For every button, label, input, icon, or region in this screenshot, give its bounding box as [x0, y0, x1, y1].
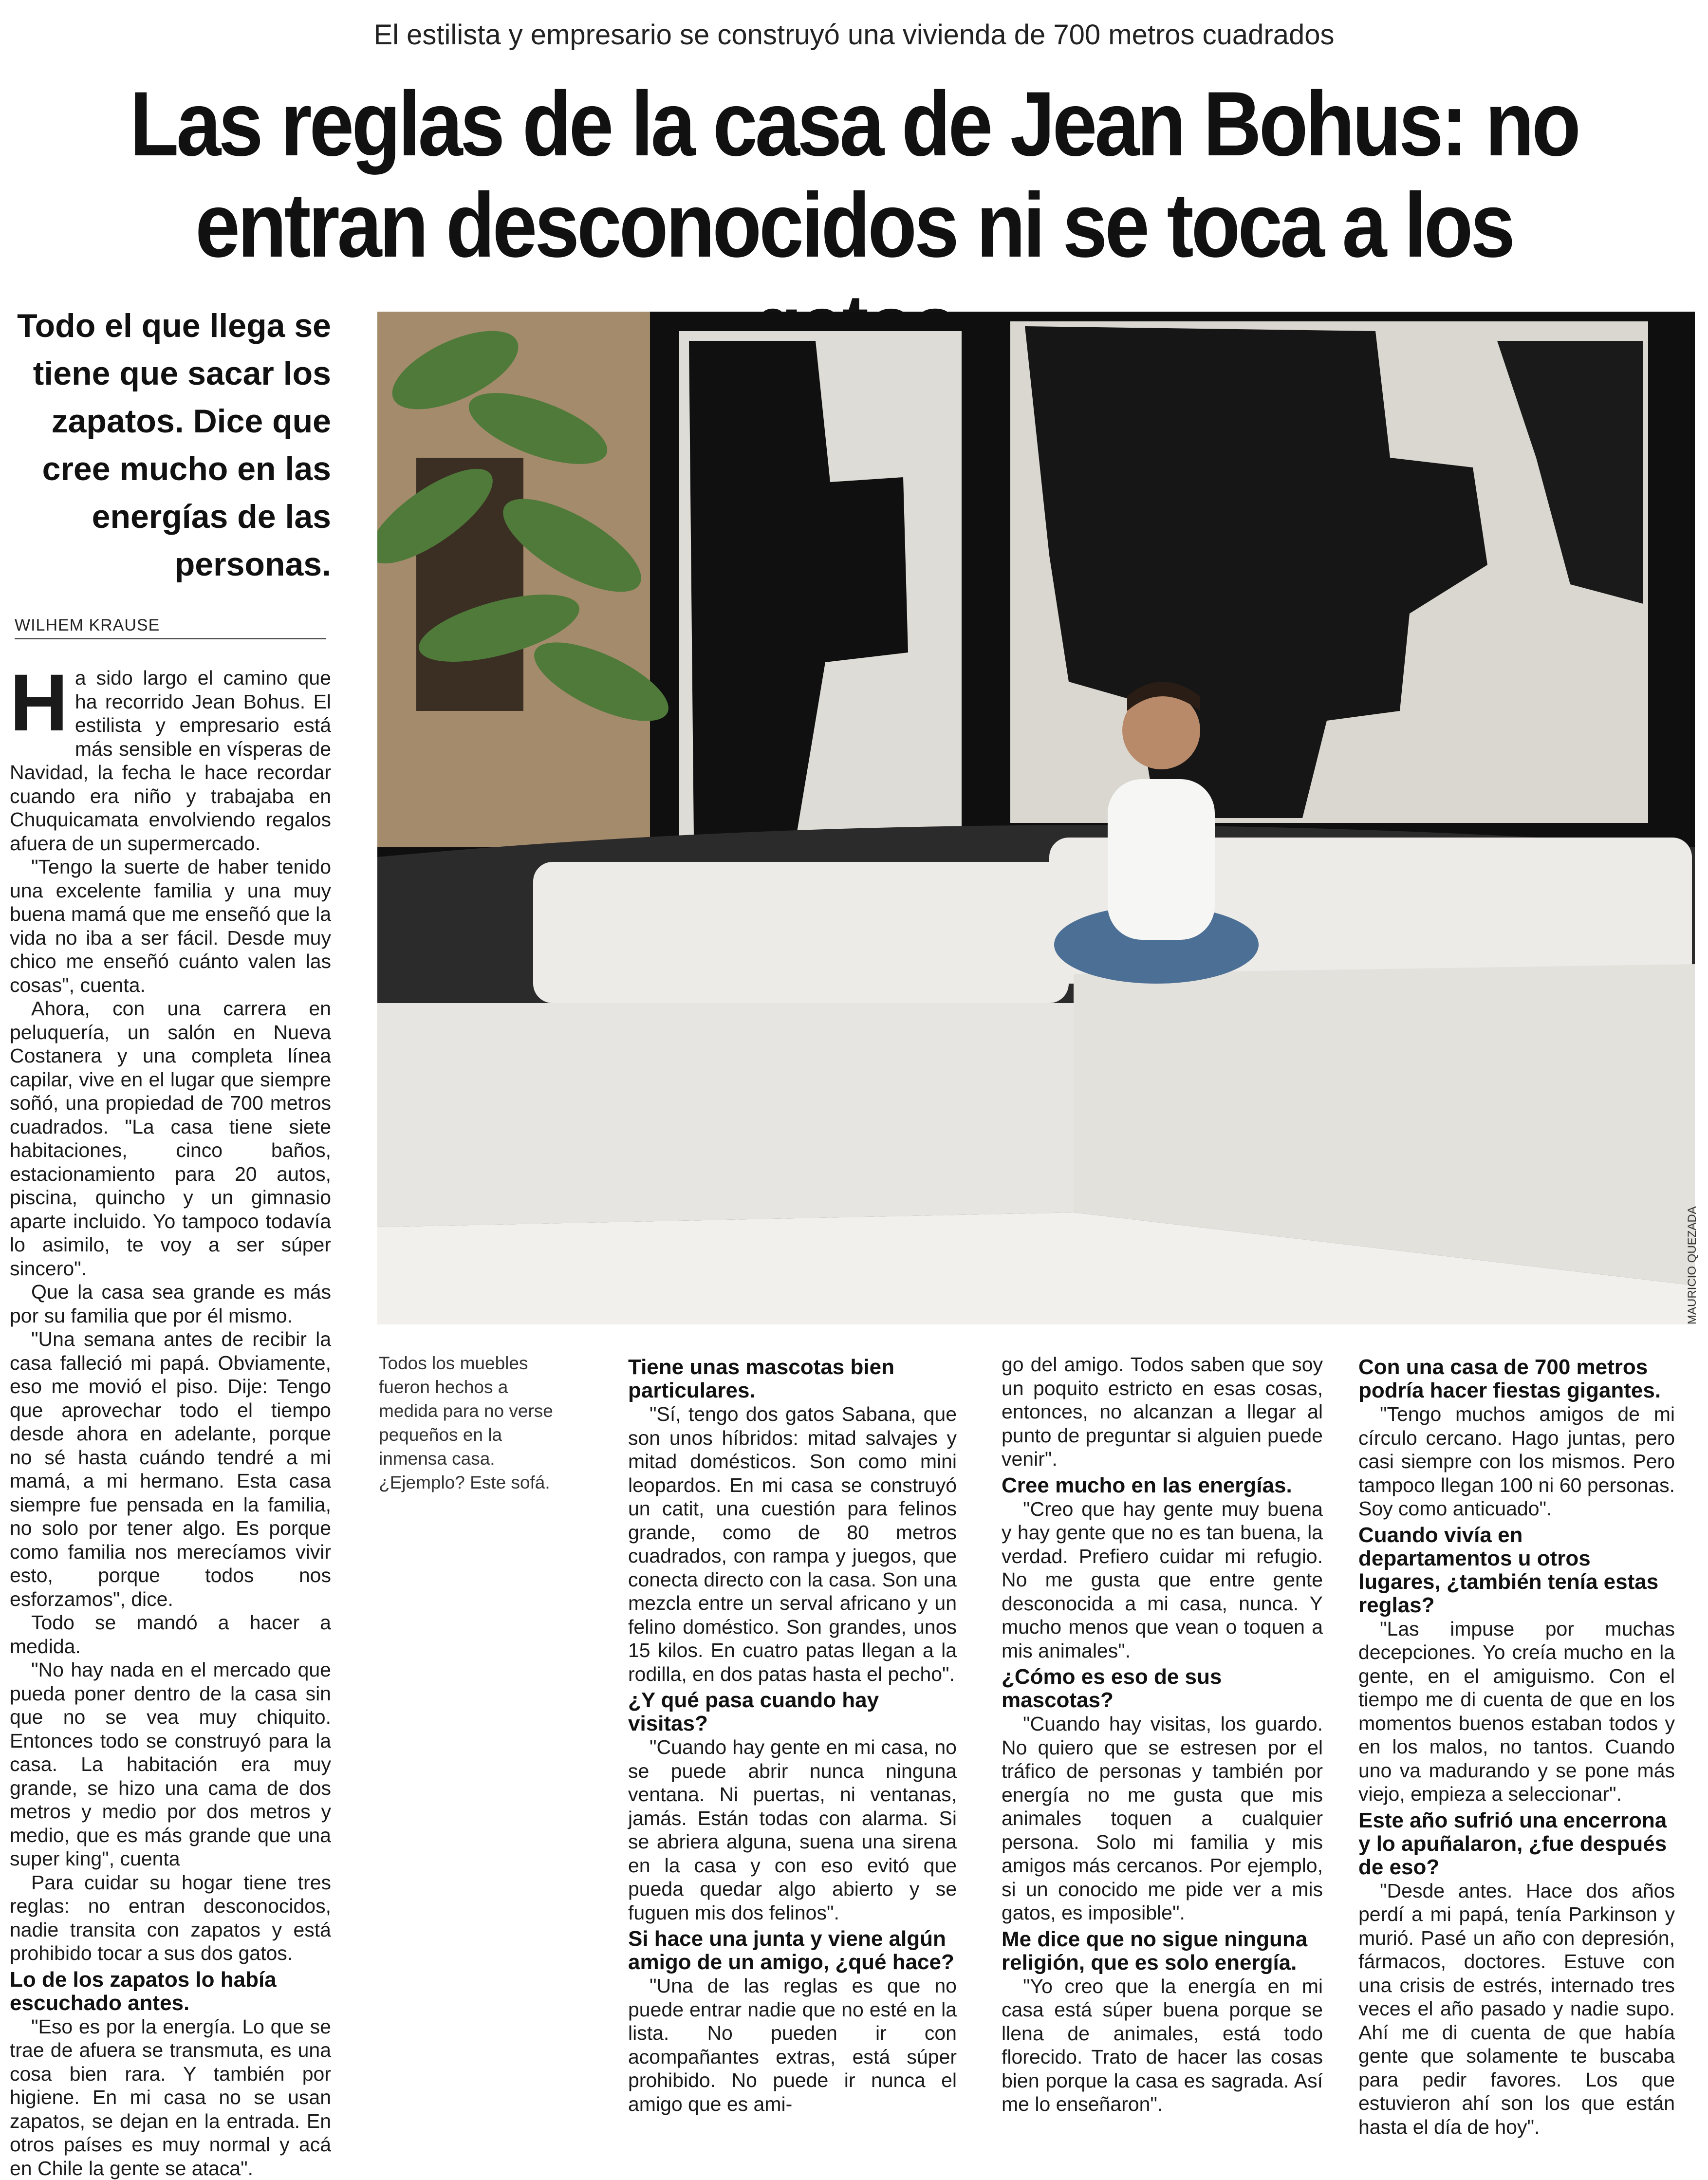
- paragraph: "No hay nada en el mercado que pueda poner dentro de la casa sin que no se vea muy chiquito. Entonces todo se construyó para la casa. La habitación era muy grande, se hizo una cama de dos metros y medio por dos metros y medio, que es más grande que una super king", cuenta: [10, 1658, 331, 1871]
- question-heading: Si hace una junta y viene algún amigo de un amigo, ¿qué hace?: [628, 1927, 957, 1974]
- paragraph: go del amigo. Todos saben que soy un poquito estricto en esas cosas, entonces, no alcanzan a llegar al punto de preguntar si alguien puede venir".: [1002, 1353, 1323, 1471]
- paragraph: Para cuidar su hogar tiene tres reglas: no entran desconocidos, nadie transita con zapatos y está prohibido tocar a sus dos gatos.: [10, 1871, 331, 1965]
- paragraph: Todo se mandó a hacer a medida.: [10, 1611, 331, 1658]
- question-heading: Este año sufrió una encerrona y lo apuñalaron, ¿fue después de eso?: [1358, 1809, 1675, 1879]
- question-heading: Cuando vivía en departamentos u otros lugares, ¿también tenía estas reglas?: [1358, 1524, 1675, 1617]
- headline-line-1: Las reglas de la casa de Jean Bohus: no: [128, 73, 1579, 174]
- column-1: [10, 666, 331, 2180]
- article-photo: [377, 312, 1695, 1324]
- paragraph: "Cuando hay visitas, los guardo. No quiero que se estresen por el tráfico de personas y también por energía no me gusta que mis animales toquen a cualquier persona. Solo mi familia y mis amigos más cercanos. Por ejemplo, si un conocido me pide ver a mis gatos, es imposible".: [1002, 1712, 1323, 1925]
- paragraph: "Eso es por la energía. Lo que se trae de afuera se transmuta, es una cosa bien rara. Y también por higiene. En mi casa no se usan zapatos, se dejan en la entrada. En otros países es muy normal y acá en Chile la gente se ataca".: [10, 2015, 331, 2180]
- paragraph: "Cuando hay gente en mi casa, no se puede abrir nunca ninguna ventana. Ni puertas, ni ventanas, jamás. Están todas con alarma. Si se abriera alguna, suena una sirena en la casa y con eso evitó que pueda quedar algo abierto y se fuguen mis dos felinos".: [628, 1735, 957, 1924]
- question-heading: Cree mucho en las energías.: [1002, 1474, 1323, 1497]
- question-heading: Tiene unas mascotas bien particulares.: [628, 1356, 957, 1402]
- paragraph: "Tengo muchos amigos de mi círculo cercano. Hago juntas, pero casi siempre con los mismos. Pero tampoco llegan 100 ni 60 personas. Soy como anticuado".: [1358, 1402, 1675, 1521]
- sofa-scene-image: [377, 312, 1695, 1324]
- byline: WILHEM KRAUSE: [15, 616, 326, 639]
- column-2: [628, 1353, 957, 2116]
- column-3: [1002, 1353, 1323, 2116]
- paragraph: "Creo que hay gente muy buena y hay gente que no es tan buena, la verdad. Prefiero cuidar mi refugio. No me gusta que entre gente desconocida a mi casa, nunca. Y mucho menos que vean o toquen a mis animales".: [1002, 1497, 1323, 1663]
- paragraph: "Desde antes. Hace dos años perdí a mi papá, tenía Parkinson y murió. Pasé un año con depresión, fármacos, doctores. Estuve con una crisis de estrés, internado tres veces el año pasado y nadie supo. Ahí me di cuenta de que había gente que solamente te buscaba para pedir favores. Los que estuvieron ahí son los que están hasta el día de hoy".: [1358, 1879, 1675, 2139]
- question-heading: ¿Y qué pasa cuando hay visitas?: [628, 1689, 957, 1735]
- drop-cap: H: [10, 669, 68, 737]
- paragraph: "Una de las reglas es que no puede entrar nadie que no esté en la lista. No pueden ir con acompañantes extras, está súper prohibido. No puede ir nunca el amigo que es ami-: [628, 1974, 957, 2116]
- photo-caption: Todos los muebles fueron hechos a medida para no verse pequeños en la inmensa casa. ¿Ejemplo? Este sofá.: [379, 1351, 564, 1494]
- paragraph: Ahora, con una carrera en peluquería, un salón en Nueva Costanera y una completa línea capilar, vive en el lugar que siempre soñó, una propiedad de 700 metros cuadrados. "La casa tiene siete habitaciones, cinco baños, estacionamiento para 20 autos, piscina, quincho y un gimnasio aparte incluido. Yo tampoco todavía lo asimilo, te voy a ser súper sincero".: [10, 997, 331, 1280]
- question-heading: ¿Cómo es eso de sus mascotas?: [1002, 1665, 1323, 1712]
- paragraph: "Sí, tengo dos gatos Sabana, que son unos híbridos: mitad salvajes y mitad domésticos. Son como mini leopardos. En mi casa se construyó un catit, una cuestión para felinos grande, como de 80 metros cuadrados, con rampa y juegos, que conecta directo con la casa. Son una mezcla entre un serval africano y un felino doméstico. Son grandes, unos 15 kilos. En cuatro patas llegan a la rodilla, en dos patas hasta el pecho".: [628, 1402, 957, 1686]
- paragraph: "Yo creo que la energía en mi casa está súper buena porque se llena de animales, está todo florecido. Trato de hacer las cosas bien porque la casa es sagrada. Así me lo enseñaron".: [1002, 1975, 1323, 2116]
- paragraph: Que la casa sea grande es más por su familia que por él mismo.: [10, 1280, 331, 1327]
- headline-line-2: entran desconocidos ni se toca a los: [128, 174, 1579, 377]
- deck: Todo el que llega se tiene que sacar los zapatos. Dice que cree mucho en las energías de las personas.: [10, 302, 331, 588]
- kicker: El estilista y empresario se construyó una vivienda de 700 metros cuadrados: [0, 19, 1708, 51]
- question-heading: Lo de los zapatos lo había escuchado antes.: [10, 1968, 331, 2015]
- paragraph: "Una semana antes de recibir la casa falleció mi papá. Obviamente, eso me movió el piso. Dije: Tengo que aprovechar todo el tiempo desde ahora en adelante, porque no sé hasta cuándo tendré a mi mamá, a mi hermano. Esta casa siempre fue pensada en la familia, no solo por tener algo. Es porque como familia nos merecíamos vivir esto, porque todos nos esforzamos", dice.: [10, 1327, 331, 1611]
- question-heading: Con una casa de 700 metros podría hacer fiestas gigantes.: [1358, 1356, 1675, 1402]
- column-4: [1358, 1353, 1675, 2139]
- photo-credit: MAURICIO QUEZADA: [1686, 1206, 1699, 1324]
- paragraph: "Las impuse por muchas decepciones. Yo creía mucho en la gente, en el amiguismo. Con el tiempo me di cuenta de que en los momentos buenos estaban todos y en los malos, no tantos. Cuando uno va madurando y se pone más viejo, empieza a seleccionar".: [1358, 1617, 1675, 1806]
- paragraph: a sido largo el camino que ha recorrido Jean Bohus. El estilista y empresario está más sensible en vísperas de Navidad, la fecha le hace recordar cuando era niño y trabajaba en Chuquicamata envolviendo regalos afuera de un supermercado.: [10, 666, 331, 855]
- paragraph: "Tengo la suerte de haber tenido una excelente familia y una muy buena mamá que me enseñó que la vida no iba a ser fácil. Desde muy chico me enseñó cuánto valen las cosas", cuenta.: [10, 855, 331, 997]
- question-heading: Me dice que no sigue ninguna religión, que es solo energía.: [1002, 1928, 1323, 1975]
